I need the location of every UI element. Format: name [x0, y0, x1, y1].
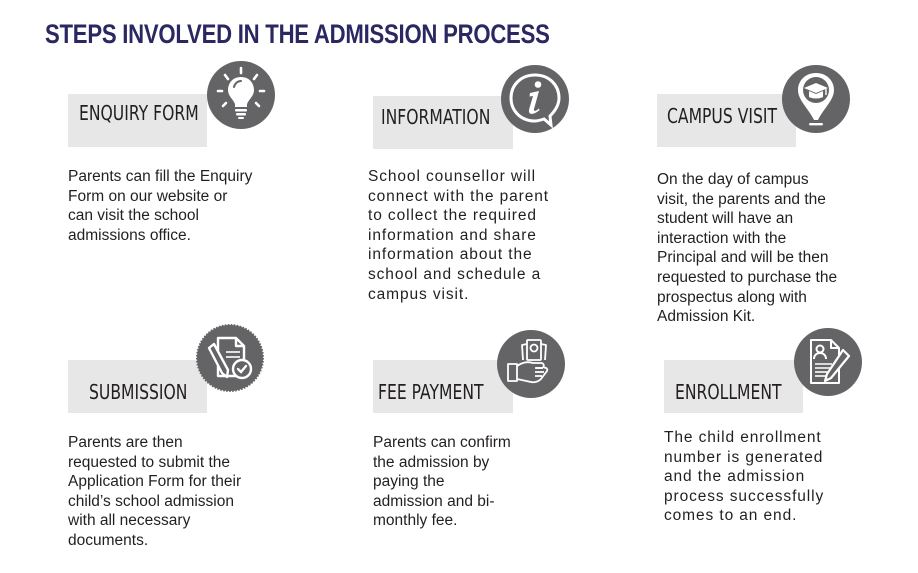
document-pencil-check-icon	[196, 324, 264, 392]
info-bubble-icon	[501, 65, 569, 133]
step-label: ENROLLMENT	[675, 380, 782, 404]
step-description: On the day of campus visit, the parents and the student will have an interaction with the Principal and will be then requested to purchase the prospectus along with Admission Kit.	[657, 171, 838, 326]
step-description: Parents can confirm the admission by paying the admission and bi- monthly fee.	[373, 434, 511, 530]
hand-holding-money-icon	[497, 330, 565, 398]
lightbulb-icon	[207, 61, 275, 129]
step-description: Parents can fill the Enquiry Form on our website or can visit the school admissions office.	[68, 168, 253, 244]
step-label: SUBMISSION	[89, 380, 188, 404]
step-label-box	[657, 94, 796, 147]
step-description: School counsellor will connect with the parent to collect the required information and share information about the school and schedule a campus visit.	[368, 168, 549, 303]
form-pencil-icon	[794, 328, 862, 396]
step-label-box	[68, 360, 207, 413]
step-description: The child enrollment number is generated and the admission process successfully comes to an end.	[664, 429, 825, 525]
step-label: CAMPUS VISIT	[667, 104, 778, 128]
step-label: FEE PAYMENT	[378, 380, 484, 404]
location-graduation-cap-icon	[782, 65, 850, 133]
step-label: ENQUIRY FORM	[79, 101, 199, 125]
page-title: STEPS INVOLVED IN THE ADMISSION PROCESS	[45, 19, 550, 49]
step-label-box	[373, 96, 513, 149]
step-label: INFORMATION	[381, 105, 491, 129]
step-label-box	[373, 360, 513, 413]
step-label-box	[68, 94, 207, 147]
step-description: Parents are then requested to submit the Application Form for their child’s school admission with all necessary documents.	[68, 434, 242, 549]
step-label-box	[664, 360, 803, 413]
